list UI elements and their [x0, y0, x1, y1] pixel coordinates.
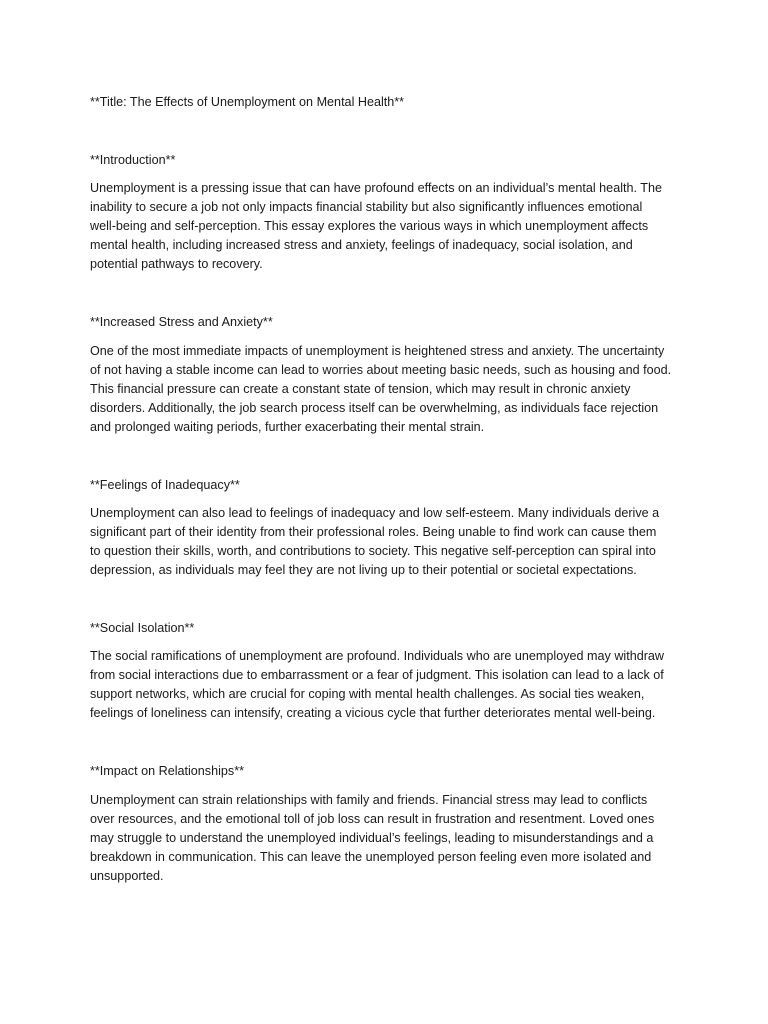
section-paragraph-introduction: [90, 179, 680, 274]
paragraph-line: well-being and self-perception. This essay explores the various ways in which unemployment affects: [90, 219, 649, 233]
section-paragraph-stress-anxiety: [90, 342, 680, 437]
section-heading-social-isolation: **Social Isolation**: [90, 621, 195, 635]
paragraph-line: depression, as individuals may feel they are not living up to their potential or societal expectations.: [90, 563, 637, 577]
paragraph-line: may struggle to understand the unemployed individual’s feelings, leading to misunderstandings and a: [90, 831, 654, 845]
paragraph-line: inability to secure a job not only impacts financial stability but also significantly influences emotional: [90, 200, 643, 214]
paragraph-line: significant part of their identity from their professional roles. Being unable to find work can cause them: [90, 525, 657, 539]
section-paragraph-relationships: [90, 791, 680, 886]
paragraph-line: Unemployment can also lead to feelings of inadequacy and low self-esteem. Many individuals derive a: [90, 506, 660, 520]
paragraph-line: feelings of loneliness can intensify, creating a vicious cycle that further deteriorates mental well-being.: [90, 706, 656, 720]
paragraph-line: of not having a stable income can lead to worries about meeting basic needs, such as housing and food.: [90, 363, 672, 377]
paragraph-line: unsupported.: [90, 869, 164, 883]
paragraph-line: and prolonged waiting periods, further exacerbating their mental strain.: [90, 420, 485, 434]
section-heading-introduction: **Introduction**: [90, 153, 176, 167]
paragraph-line: to question their skills, worth, and contributions to society. This negative self-perception can spiral into: [90, 544, 656, 558]
paragraph-line: from social interactions due to embarrassment or a fear of judgment. This isolation can lead to a lack of: [90, 668, 664, 682]
paragraph-line: disorders. Additionally, the job search process itself can be overwhelming, as individuals face rejection: [90, 401, 659, 415]
paragraph-line: over resources, and the emotional toll of job loss can result in frustration and resentment. Loved ones: [90, 812, 655, 826]
paragraph-line: One of the most immediate impacts of unemployment is heightened stress and anxiety. The uncertainty: [90, 344, 665, 358]
section-heading-relationships: **Impact on Relationships**: [90, 764, 245, 778]
paragraph-line: mental health, including increased stress and anxiety, feelings of inadequacy, social isolation, and: [90, 238, 633, 252]
paragraph-line: support networks, which are crucial for coping with mental health challenges. As social ties weaken,: [90, 687, 645, 701]
section-paragraph-social-isolation: [90, 647, 680, 723]
paragraph-line: Unemployment can strain relationships with family and friends. Financial stress may lead to conflicts: [90, 793, 648, 807]
document-title: **Title: The Effects of Unemployment on Mental Health**: [90, 95, 405, 109]
section-paragraph-inadequacy: [90, 504, 680, 580]
section-heading-inadequacy: **Feelings of Inadequacy**: [90, 478, 240, 492]
paragraph-line: This financial pressure can create a constant state of tension, which may result in chronic anxiety: [90, 382, 631, 396]
paragraph-line: Unemployment is a pressing issue that can have profound effects on an individual’s mental health. The: [90, 181, 662, 195]
paragraph-line: potential pathways to recovery.: [90, 257, 263, 271]
paragraph-line: breakdown in communication. This can leave the unemployed person feeling even more isolated and: [90, 850, 652, 864]
section-heading-stress-anxiety: **Increased Stress and Anxiety**: [90, 315, 273, 329]
paragraph-line: The social ramifications of unemployment are profound. Individuals who are unemployed may withdraw: [90, 649, 665, 663]
